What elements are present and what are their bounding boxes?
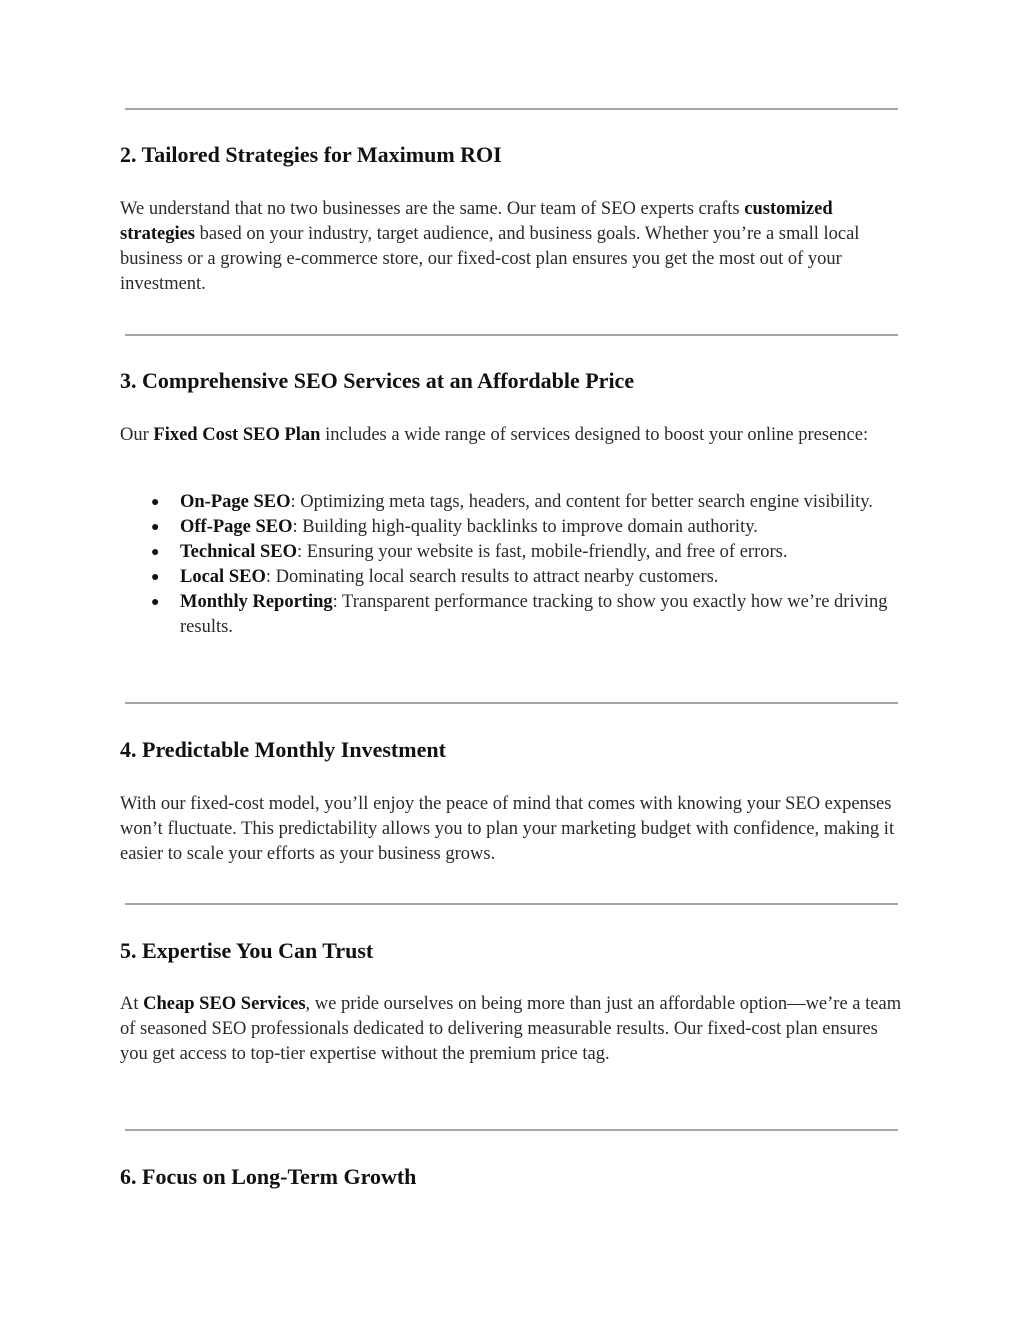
divider [125,903,898,905]
divider [125,334,898,336]
list-item: ● Local SEO: Dominating local search results to attract nearby customers. [120,565,910,590]
list-item: ● Monthly Reporting: Transparent performance tracking to show you exactly how we’re driving results. [151,592,888,637]
bullet-icon: ● [151,570,160,585]
section-paragraph: At Cheap SEO Services, we pride ourselves on being more than just an affordable option—we’re a team of seasoned SEO professionals dedicated to delivering measurable results. Our fixed-cost plan ensures you get access to top-tier expertise without the premium price tag. [120,994,902,1064]
bullet-icon: ● [151,545,160,560]
section-heading: 6. Focus on Long-Term Growth [120,1164,417,1189]
divider [125,1129,898,1131]
section-paragraph: We understand that no two businesses are the same. Our team of SEO experts crafts customized strategies based on your industry, target audience, and business goals. Whether you’re a small local business or a growing e-commerce store, our fixed-cost plan ensures you get the most out of your investment. [120,199,860,294]
section-paragraph: Our Fixed Cost SEO Plan includes a wide range of services designed to boost your online presence: [120,425,869,445]
bullet-icon: ● [151,520,160,535]
list-item: ● On-Page SEO: Optimizing meta tags, headers, and content for better search engine visibility. [120,490,910,515]
services-list [120,490,910,640]
section-heading: 4. Predictable Monthly Investment [120,737,446,762]
section-heading: 2. Tailored Strategies for Maximum ROI [120,142,502,167]
list-item: ● Off-Page SEO: Building high-quality backlinks to improve domain authority. [120,515,910,540]
divider [125,702,898,704]
section-paragraph: With our fixed-cost model, you’ll enjoy the peace of mind that comes with knowing your SEO expenses won’t fluctuate. This predictability allows you to plan your marketing budget with confidence, making it easier to scale your efforts as your business grows. [120,794,895,864]
bullet-icon: ● [151,495,160,510]
bullet-icon: ● [151,595,160,610]
divider [125,108,898,110]
list-item: ● Technical SEO: Ensuring your website is fast, mobile-friendly, and free of errors. [120,540,910,565]
section-heading: 5. Expertise You Can Trust [120,938,374,963]
section-heading: 3. Comprehensive SEO Services at an Affordable Price [120,368,635,393]
